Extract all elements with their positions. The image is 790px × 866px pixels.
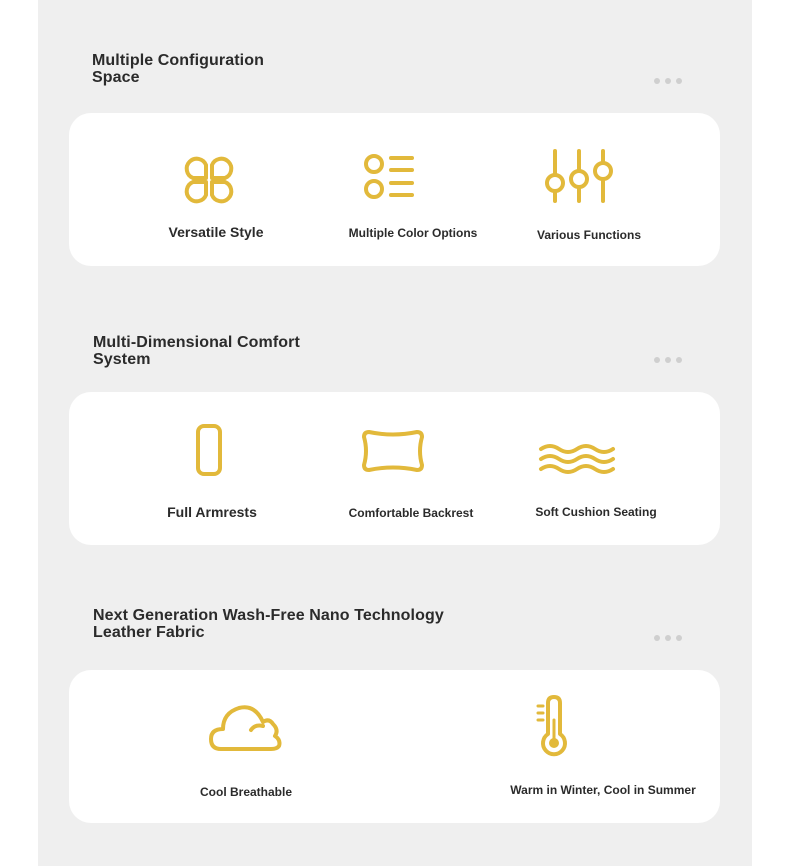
feature-label-versatile-style: Versatile Style (168, 224, 264, 240)
more-dots-icon[interactable] (654, 635, 682, 641)
feature-label-cool-breathable: Cool Breathable (199, 785, 293, 799)
dot (654, 635, 660, 641)
dot (654, 357, 660, 363)
dot (665, 357, 671, 363)
thermometer-icon (534, 694, 572, 758)
armrest-icon (194, 423, 224, 477)
feature-card-nano-fabric (69, 670, 720, 823)
section-title-nano-fabric (93, 607, 444, 641)
section-title-line: Multiple Configuration (92, 52, 264, 69)
more-dots-icon[interactable] (654, 357, 682, 363)
pillow-icon (360, 427, 426, 475)
dot (654, 78, 660, 84)
feature-label-full-armrests: Full Armrests (167, 504, 257, 520)
dot (665, 78, 671, 84)
dot (676, 357, 682, 363)
cloud-icon (207, 700, 283, 754)
feature-label-comfortable-backrest: Comfortable Backrest (348, 506, 474, 520)
sliders-icon (542, 147, 616, 205)
feature-label-color-options: Multiple Color Options (348, 226, 478, 240)
dot (676, 635, 682, 641)
section-title-line: System (93, 351, 151, 368)
list-options-icon (361, 150, 417, 204)
feature-label-various-functions: Various Functions (536, 228, 642, 242)
waves-icon (538, 441, 618, 477)
section-title-configuration (92, 52, 264, 86)
section-title-line: Leather Fabric (93, 624, 205, 641)
dot (676, 78, 682, 84)
section-title-line: Multi-Dimensional Comfort (93, 334, 300, 351)
feature-label-soft-cushion: Soft Cushion Seating (535, 505, 657, 519)
section-title-line: Space (92, 69, 140, 86)
more-dots-icon[interactable] (654, 78, 682, 84)
feature-label-warm-winter-cool-summer: Warm in Winter, Cool in Summer (510, 783, 696, 797)
clover-icon (181, 152, 239, 208)
dot (665, 635, 671, 641)
section-title-line: Next Generation Wash-Free Nano Technology (93, 607, 444, 624)
section-title-comfort (93, 334, 300, 368)
